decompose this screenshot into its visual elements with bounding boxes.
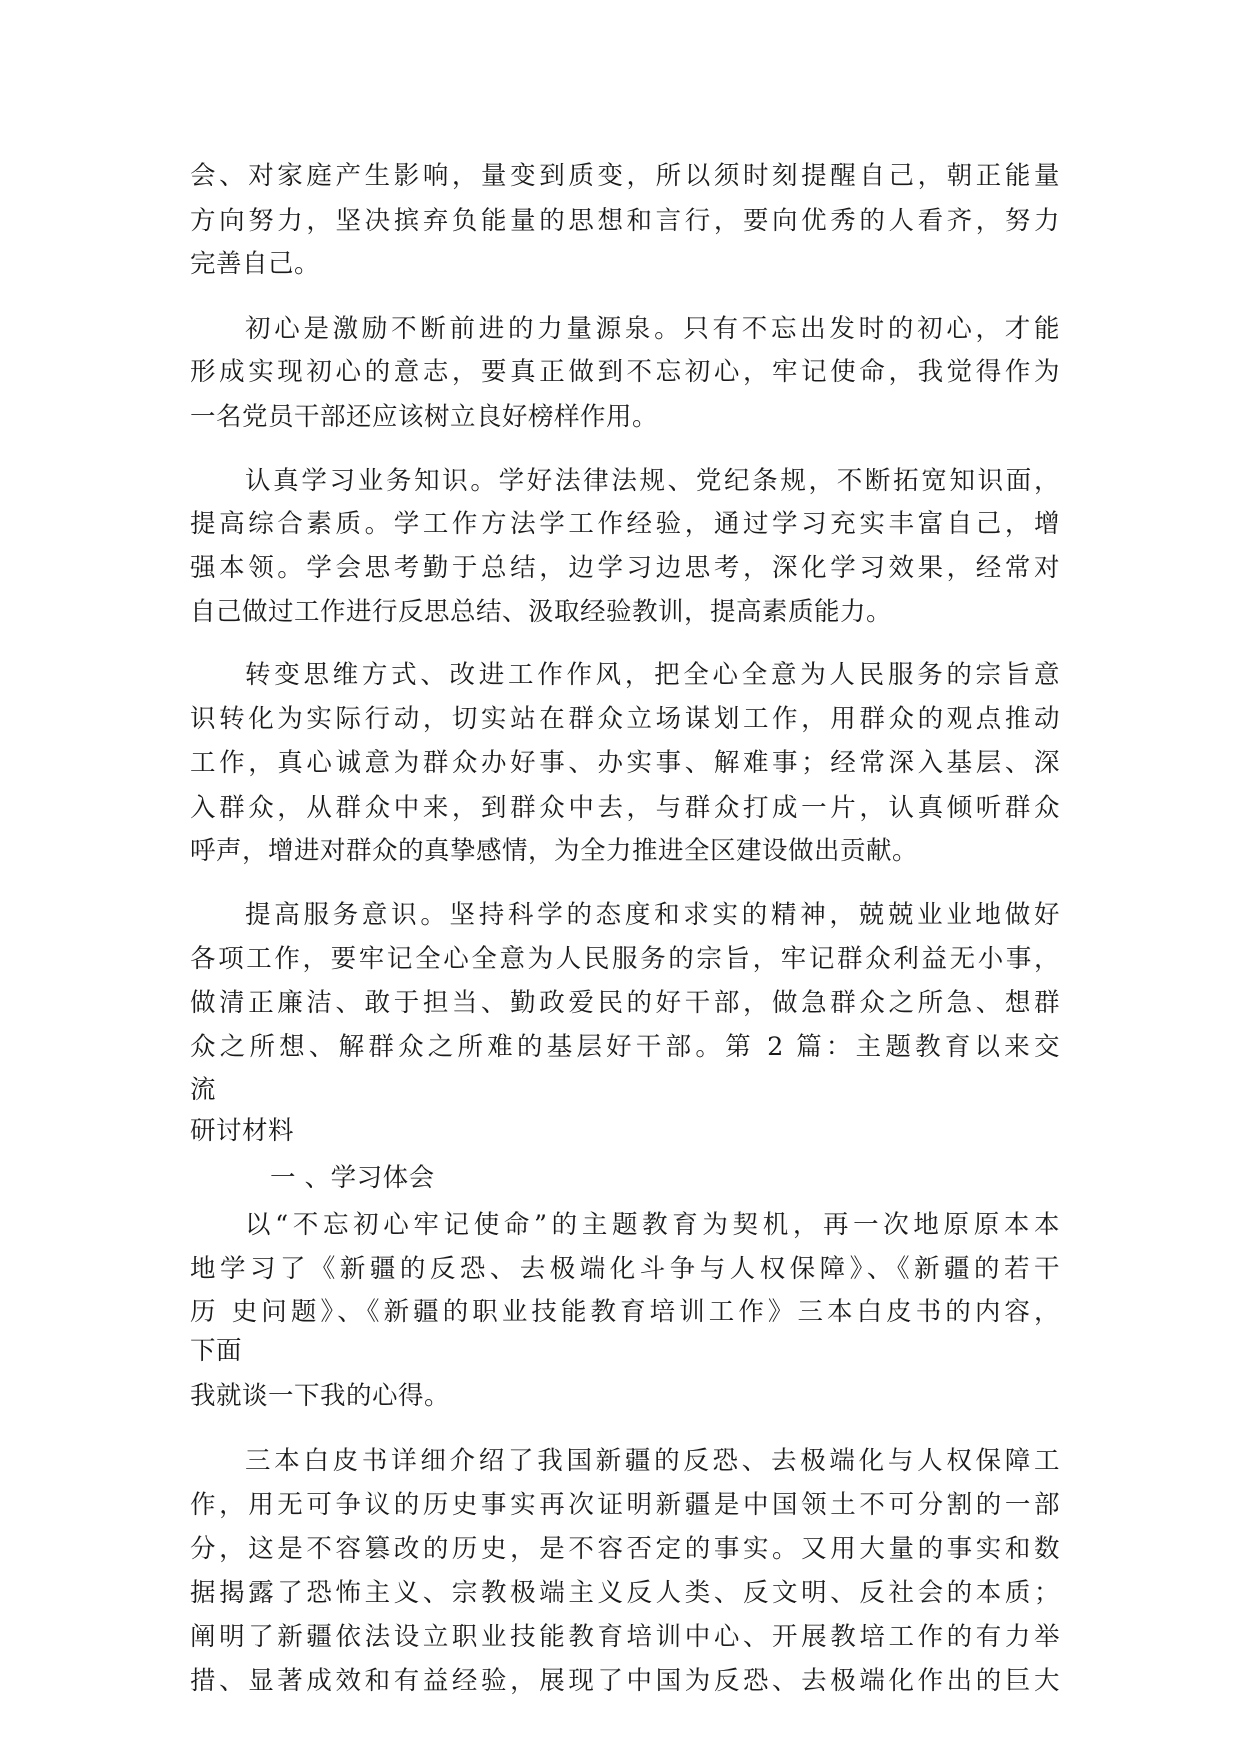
text-line: 提高综合素质。学工作方法学工作经验，通过学习充实丰富自己，增 [190,509,1060,539]
text-line: 各项工作，要牢记全心全意为人民服务的宗旨，牢记群众利益无小事， [190,944,1060,974]
text-line: 识转化为实际行动，切实站在群众立场谋划工作，用群众的观点推动 [190,704,1060,734]
text-line: 强本领。学会思考勤于总结，边学习边思考，深化学习效果，经常对 [190,553,1060,583]
text-line: 地学习了《新疆的反恐、去极端化斗争与人权保障》、《新疆的若干 [190,1254,1060,1284]
text-line: 形成实现初心的意志，要真正做到不忘初心，牢记使命，我觉得作为 [190,357,1060,387]
text-line: 据揭露了恐怖主义、宗教极端主义反人类、反文明、反社会的本质； [190,1578,1060,1608]
text-line: 以“不忘初心牢记使命”的主题教育为契机，再一次地原原本本 [245,1210,1060,1240]
text-line: 分，这是不容篡改的历史，是不容否定的事实。又用大量的事实和数 [190,1534,1060,1564]
text-line: 一名党员干部还应该树立良好榜样作用。 [190,402,659,432]
text-line: 转变思维方式、改进工作作风，把全心全意为人民服务的宗旨意 [245,660,1060,690]
text-line: 初心是激励不断前进的力量源泉。只有不忘出发时的初心，才能 [245,314,1060,344]
text-line: 完善自己。 [190,249,321,279]
text-line: 三本白皮书详细介绍了我国新疆的反恐、去极端化与人权保障工 [245,1446,1060,1476]
text-line: 工作，真心诚意为群众办好事、办实事、解难事；经常深入基层、深 [190,748,1060,778]
text-line: 做清正廉洁、敢于担当、勤政爱民的好干部，做急群众之所急、想群 [190,988,1060,1018]
text-line: 提高服务意识。坚持科学的态度和求实的精神，兢兢业业地做好 [245,900,1060,930]
text-line: 自己做过工作进行反思总结、汲取经验教训，提高素质能力。 [190,597,893,627]
section-heading: 一 、学习体会 [270,1163,435,1193]
text-line: 作，用无可争议的历史事实再次证明新疆是中国领土不可分割的一部 [190,1490,1060,1520]
text-line: 呼声，增进对群众的真挚感情，为全力推进全区建设做出贡献。 [190,836,919,866]
text-line: 认真学习业务知识。学好法律法规、党纪条规，不断拓宽知识面， [245,466,1060,496]
text-line: 众之所想、解群众之所难的基层好干部。第 2 篇：主题教育以来交 [190,1032,1060,1062]
text-line: 方向努力，坚决摈弃负能量的思想和言行，要向优秀的人看齐，努力 [190,206,1060,236]
text-line: 流 [190,1075,217,1105]
text-line: 会、对家庭产生影响，量变到质变，所以须时刻提醒自己，朝正能量 [190,161,1060,191]
text-line: 我就谈一下我的心得。 [190,1381,451,1411]
text-line: 措、显著成效和有益经验，展现了中国为反恐、去极端化作出的巨大 [190,1666,1060,1696]
text-line: 历 史问题》、《新疆的职业技能教育培训工作》三本白皮书的内容， [190,1297,1060,1327]
text-line: 下面 [190,1336,243,1366]
text-line: 阐明了新疆依法设立职业技能教育培训中心、开展教培工作的有力举 [190,1622,1060,1652]
text-line: 研讨材料 [190,1116,295,1146]
text-line: 入群众，从群众中来，到群众中去，与群众打成一片，认真倾听群众 [190,793,1060,823]
